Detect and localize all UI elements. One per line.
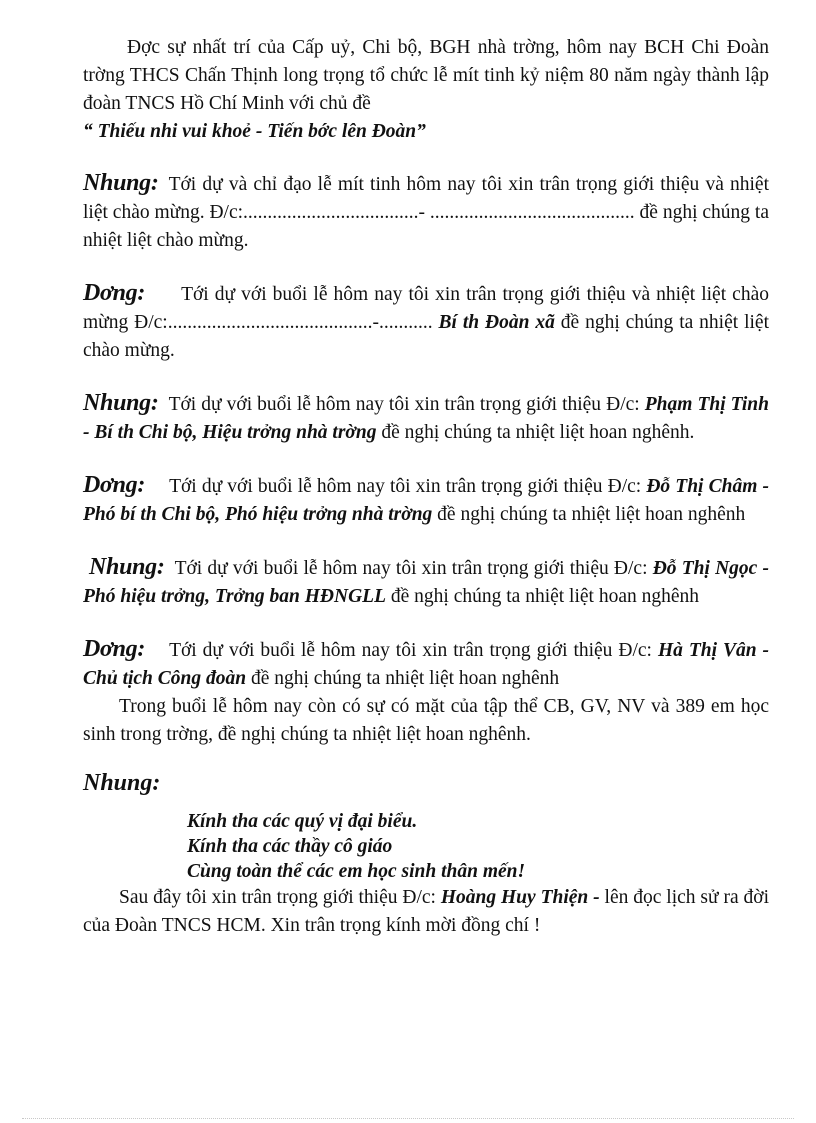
intro-paragraph: Đợc sự nhất trí của Cấp uỷ, Chi bộ, BGH nhà trờng, hôm nay BCH Chi Đoàn trờng THCS Chấn Thịnh long trọng tổ chức lễ mít tinh kỷ niệm 80 năm ngày thành lập đoàn TNCS Hồ Chí Minh với chủ đề xyxy=(83,37,769,114)
closing-speaker: Nhung: xyxy=(83,770,161,796)
final-emphasis: Hoàng Huy Thiện - xyxy=(440,887,600,908)
speech-emphasis: Đỗ Thị Châm - Phó bí th Chi bộ, Phó hiệu trởng nhà trờng xyxy=(83,476,769,525)
speech-text: Tới dự với buổi lễ hôm nay tôi xin trân trọng giới thiệu và nhiệt liệt chào mừng Đ/c:..........................................-........... xyxy=(83,284,769,333)
speaker-name: Nhung: xyxy=(83,170,159,196)
event-theme: “ Thiếu nhi vui khoẻ - Tiến bớc lên Đoàn” xyxy=(83,121,426,142)
speech-emphasis: Đỗ Thị Ngọc - Phó hiệu trởng, Trởng ban HĐNGLL xyxy=(83,558,769,607)
speech-emphasis: Bí th Đoàn xã xyxy=(438,312,555,333)
greeting-line: Cùng toàn thể các em học sinh thân mến! xyxy=(187,861,526,882)
speech-emphasis: Hà Thị Vân - Chủ tịch Công đoàn xyxy=(83,640,770,689)
speaker-name: Nhung: xyxy=(83,390,159,416)
speech-text: Tới dự với buổi lễ hôm nay tôi xin trân trọng giới thiệu Đ/c: xyxy=(168,394,645,415)
speaker-name: Dơng: xyxy=(83,636,146,662)
speech-block-2 xyxy=(83,279,769,365)
speech-text: Tới dự với buổi lễ hôm nay tôi xin trân trọng giới thiệu Đ/c: xyxy=(174,558,653,579)
final-text-after: lên đọc lịch sử ra đời của Đoàn TNCS HCM. Xin trân trọng kính mời đồng chí ! xyxy=(83,887,769,936)
greetings-list xyxy=(83,809,769,884)
speech-block-3 xyxy=(83,389,769,447)
speech-block-6 xyxy=(83,635,769,693)
greeting-line: Kính tha các thầy cô giáo xyxy=(187,836,393,857)
speech-text: Tới dự và chỉ đạo lễ mít tinh hôm nay tôi xin trân trọng giới thiệu và nhiệt liệt chào mừng. Đ/c:....................................- .......................................... đề nghị chúng ta nhiệt liệt chào mừng. xyxy=(83,174,769,251)
speech-text-after: đề nghị chúng ta nhiệt liệt hoan nghênh xyxy=(246,668,560,689)
speech-text-after: đề nghị chúng ta nhiệt liệt hoan nghênh. xyxy=(376,422,695,443)
speech-text: Tới dự với buổi lễ hôm nay tôi xin trân trọng giới thiệu Đ/c: xyxy=(169,640,658,661)
page-bottom-divider xyxy=(22,1118,794,1119)
speech-text-after: đề nghị chúng ta nhiệt liệt hoan nghênh xyxy=(432,504,746,525)
speaker-name: Dơng: xyxy=(83,472,146,498)
speech-block-4 xyxy=(83,471,769,529)
speech-text: Tới dự với buổi lễ hôm nay tôi xin trân trọng giới thiệu Đ/c: xyxy=(169,476,647,497)
document-page xyxy=(83,34,769,940)
presence-paragraph: Trong buổi lễ hôm nay còn có sự có mặt của tập thể CB, GV, NV và 389 em học sinh trong trờng, đề nghị chúng ta nhiệt liệt hoan nghênh. xyxy=(83,696,769,745)
final-paragraph xyxy=(83,884,769,940)
speaker-name: Dơng: xyxy=(83,280,146,306)
speech-emphasis: Phạm Thị Tinh - Bí th Chi bộ, Hiệu trởng nhà trờng xyxy=(83,394,769,443)
speech-block-5 xyxy=(83,553,769,611)
speech-block-1 xyxy=(83,169,769,255)
speech-text-after: đề nghị chúng ta nhiệt liệt chào mừng. xyxy=(83,312,769,361)
greeting-line: Kính tha các quý vị đại biểu. xyxy=(187,811,418,832)
final-text: Sau đây tôi xin trân trọng giới thiệu Đ/c: xyxy=(119,887,441,908)
speaker-name: Nhung: xyxy=(89,554,165,580)
speech-text-after: đề nghị chúng ta nhiệt liệt hoan nghênh xyxy=(386,586,700,607)
